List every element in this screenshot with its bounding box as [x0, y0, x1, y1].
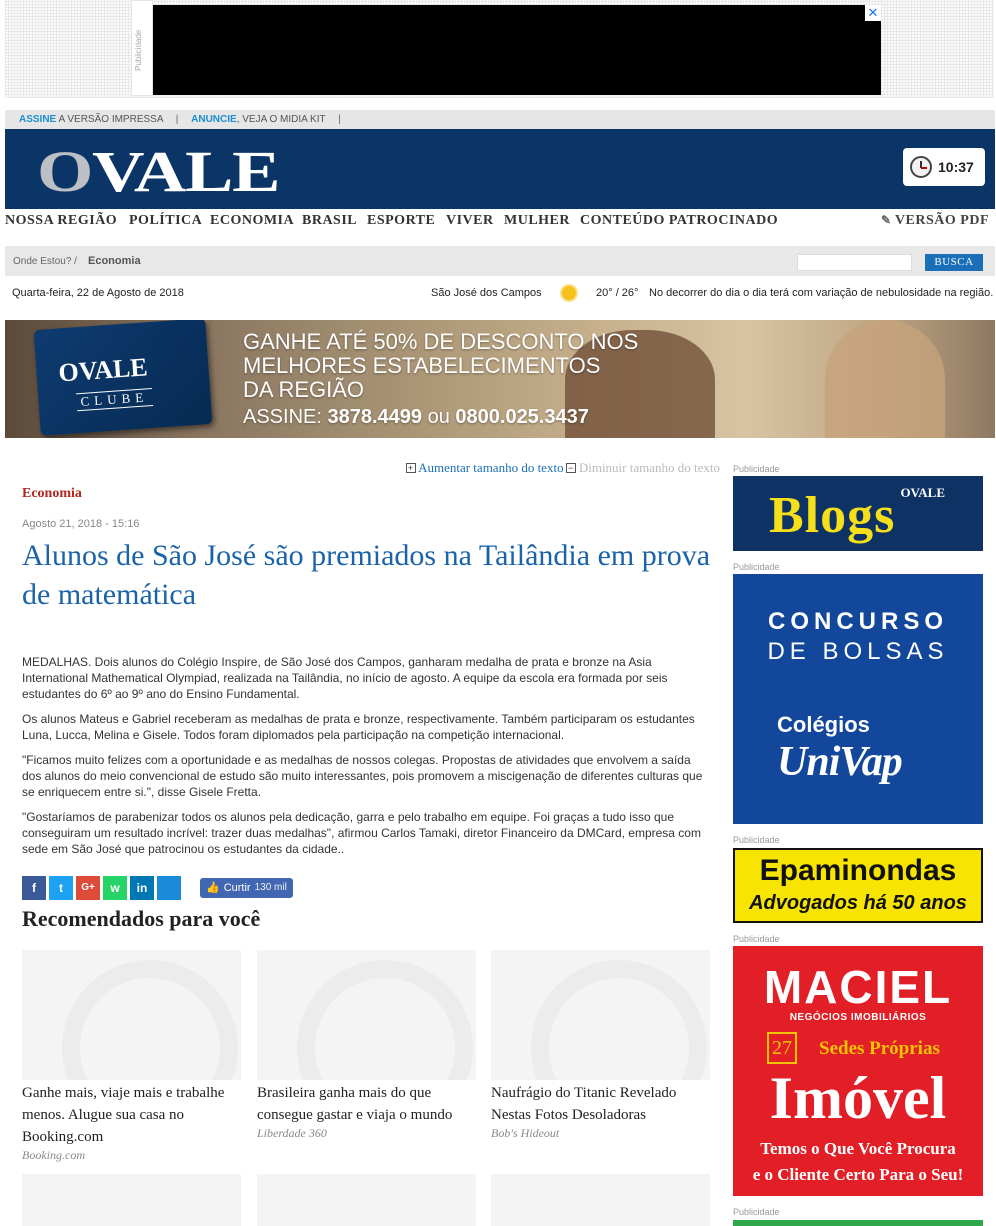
sun-icon	[562, 286, 576, 300]
ad-label: Publicidade	[134, 29, 143, 71]
clube-banner-ad[interactable]	[5, 320, 995, 438]
maciel-ad-tagline: Temos o Que Você Procura e o Cliente Certo Para o Seu!	[752, 1139, 964, 1184]
recommended-source: Booking.com	[22, 1148, 85, 1162]
recommended-item[interactable]	[22, 950, 241, 1163]
nav-item-viver[interactable]: VIVER	[446, 213, 494, 228]
banner-photo	[825, 320, 945, 438]
nav-item-economia[interactable]: ECONOMIA	[210, 213, 295, 228]
subscribe-link[interactable]: ASSINE A VERSÃO IMPRESSA	[19, 114, 163, 125]
recommended-thumbnail[interactable]	[22, 1174, 241, 1226]
masthead	[5, 129, 995, 209]
breadcrumb-current[interactable]: Economia	[88, 255, 141, 267]
separator: |	[175, 114, 179, 125]
current-date: Quarta-feira, 22 de Agosto de 2018	[12, 287, 184, 299]
clube-card-image	[34, 320, 213, 436]
ad-label: Publicidade	[733, 934, 780, 944]
pdf-edition-link[interactable]: ✎ VERSÃO PDF	[880, 213, 989, 228]
article-date: Agosto 21, 2018 - 15:16	[22, 518, 140, 530]
recommended-item[interactable]	[257, 950, 476, 1141]
epaminondas-ad[interactable]	[733, 848, 983, 923]
ad-label-box	[131, 0, 153, 96]
clube-card-logo: OVALE	[57, 352, 149, 388]
clock-time: 10:37	[938, 159, 974, 175]
search-button[interactable]: BUSCA	[925, 254, 983, 271]
ad-label: Publicidade	[733, 835, 780, 845]
advertise-link[interactable]: ANUNCIE, VEJA O MIDIA KIT	[191, 114, 326, 125]
ad-label: Publicidade	[733, 464, 780, 474]
close-icon[interactable]: ✕	[865, 5, 881, 21]
recommended-source: Bob's Hideout	[491, 1126, 560, 1140]
next-ad[interactable]	[733, 1220, 983, 1226]
clube-banner-phone: ASSINE: 3878.4499 ou 0800.025.3437	[243, 406, 589, 428]
weather-forecast: No decorrer do dia o dia terá com variação de nebulosidade na região.	[649, 287, 994, 299]
concurso-bolsas-ad[interactable]	[733, 574, 983, 824]
nav-item-mulher[interactable]: MULHER	[504, 213, 570, 228]
like-count: 130 mil	[254, 882, 287, 893]
weather-city: São José dos Campos	[431, 287, 542, 299]
recommended-thumbnail[interactable]	[22, 950, 241, 1080]
minus-icon[interactable]: −	[566, 463, 576, 473]
recommended-thumbnail[interactable]	[491, 1174, 710, 1226]
section-label[interactable]: Economia	[22, 486, 82, 501]
article	[11, 452, 720, 1226]
clube-card-subtitle: CLUBE	[76, 388, 153, 411]
subscribe-bar	[5, 110, 995, 129]
recommended-thumbnail[interactable]	[257, 1174, 476, 1226]
facebook-share-button[interactable]: f	[22, 876, 46, 900]
google-plus-share-button[interactable]: G+	[76, 876, 100, 900]
epaminondas-ad-subtitle: Advogados há 50 anos	[749, 892, 967, 914]
plus-icon[interactable]: +	[406, 463, 416, 473]
article-body	[22, 654, 712, 866]
article-title: Alunos de São José são premiados na Tailândia em prova de matemática	[22, 539, 711, 611]
nav-item-conteudo-patrocinado[interactable]: CONTEÚDO PATROCINADO	[580, 213, 779, 228]
weather-temperature: 20° / 26°	[596, 287, 639, 299]
concurso-ad-line: CONCURSO	[767, 608, 948, 635]
site-logo[interactable]: OVALE	[37, 139, 280, 204]
recommended-title[interactable]: Brasileira ganha mais do que consegue gastar e viaja o mundo	[257, 1085, 453, 1123]
separator: |	[338, 114, 341, 125]
concurso-ad-line: DE BOLSAS	[767, 638, 949, 665]
breadcrumb	[5, 246, 995, 276]
maciel-ad-sedes: Sedes Próprias	[819, 1038, 940, 1059]
twitter-share-button[interactable]: t	[49, 876, 73, 900]
search-input[interactable]	[797, 254, 912, 271]
clube-banner-headline: GANHE ATÉ 50% DE DESCONTO NOS MELHORES ESTABELECIMENTOS DA REGIÃO	[243, 329, 639, 402]
recommended-thumbnail[interactable]	[491, 950, 710, 1080]
epaminondas-ad-title: Epaminondas	[759, 854, 957, 887]
main-nav	[5, 213, 995, 233]
article-paragraph: "Gostaríamos de parabenizar todos os alunos pela dedicação, garra e pelo trabalho em equipe. Foi graças a tudo isso que conseguiram um resultado incrível: trazer duas medalhas", afirmou Carlos Tamaki, diretor Financeiro da DMCard, empresa com sede em São José que patrocinou os estudantes da cidade..	[22, 810, 701, 856]
pdf-icon: ✎	[880, 213, 892, 227]
linkedin-share-button[interactable]: in	[130, 876, 154, 900]
top-ad-area	[5, 0, 994, 98]
thumbs-up-icon: 👍	[206, 882, 220, 894]
recommended-title[interactable]: Naufrágio do Titanic Revelado Nestas Fotos Desoladoras	[491, 1085, 677, 1123]
recommended-source: Liberdade 360	[257, 1126, 327, 1140]
recommended-heading: Recomendados para você	[22, 906, 261, 931]
font-decrease-button[interactable]: Diminuir tamanho do texto	[578, 460, 720, 475]
nav-item-politica[interactable]: POLÍTICA	[129, 213, 203, 228]
clock-widget	[903, 148, 985, 186]
more-share-button[interactable]	[157, 876, 181, 900]
article-paragraph: Os alunos Mateus e Gabriel receberam as medalhas de prata e bronze, respectivamente. Também participaram os estudantes Luna, Lucca, Melina e Gisele. Todos foram diplomados pela participação na competição internacional.	[22, 712, 695, 742]
ad-label: Publicidade	[733, 562, 780, 572]
blogs-ad[interactable]	[733, 476, 983, 551]
concurso-ad-colegios: Colégios	[777, 712, 870, 737]
anniversary-badge: 27	[767, 1032, 797, 1064]
sidebar	[729, 452, 987, 1226]
recommended-item[interactable]	[491, 950, 710, 1141]
recommended-title[interactable]: Ganhe mais, viaje mais e trabalhe menos. Alugue sua casa no Booking.com	[22, 1085, 225, 1145]
article-paragraph: MEDALHAS. Dois alunos do Colégio Inspire, de São José dos Campos, ganharam medalha de prata e bronze na Asia International Mathematical Olympiad, realizada na Tailândia, no início de agosto. A equipe da escola era formada por seis estudantes do 6º ao 9º ano do Ensino Fundamental.	[22, 655, 668, 701]
nav-item-esporte[interactable]: ESPORTE	[367, 213, 436, 228]
ad-label: Publicidade	[733, 1207, 780, 1217]
facebook-like-button[interactable]: 👍 Curtir 130 mil	[200, 878, 293, 898]
clock-icon	[910, 156, 932, 178]
whatsapp-share-button[interactable]: w	[103, 876, 127, 900]
nav-item-brasil[interactable]: BRASIL	[302, 213, 358, 228]
font-increase-button[interactable]: Aumentar tamanho do texto	[418, 460, 564, 475]
font-size-controls	[406, 460, 720, 476]
breadcrumb-label: Onde Estou? /	[13, 256, 77, 267]
recommended-thumbnail[interactable]	[257, 950, 476, 1080]
article-paragraph: "Ficamos muito felizes com a oportunidade e as medalhas de nossos colegas. Propostas de atividades que envolvem a saída dos alunos do meio convencional de estudo são muito interessantes, pois promovem a miscigenação de diferentes culturas que se enriquecem entre si.", disse Gisele Fretta.	[22, 753, 703, 799]
blogs-ad-title: Blogs	[769, 487, 896, 544]
blogs-ad-brand: OVALE	[900, 485, 945, 500]
maciel-ad-imovel: Imóvel	[769, 1065, 947, 1131]
maciel-ad-subtitle: NEGÓCIOS IMOBILIÁRIOS	[789, 1012, 927, 1023]
nav-item-nossa-regiao[interactable]: NOSSA REGIÃO	[5, 213, 118, 228]
maciel-ad-name: MACIEL	[763, 961, 953, 1013]
top-ad-banner[interactable]	[153, 5, 881, 95]
share-bar	[22, 876, 293, 900]
info-line	[5, 285, 995, 301]
maciel-ad[interactable]	[733, 946, 983, 1196]
concurso-ad-univap: UniVap	[777, 739, 902, 785]
